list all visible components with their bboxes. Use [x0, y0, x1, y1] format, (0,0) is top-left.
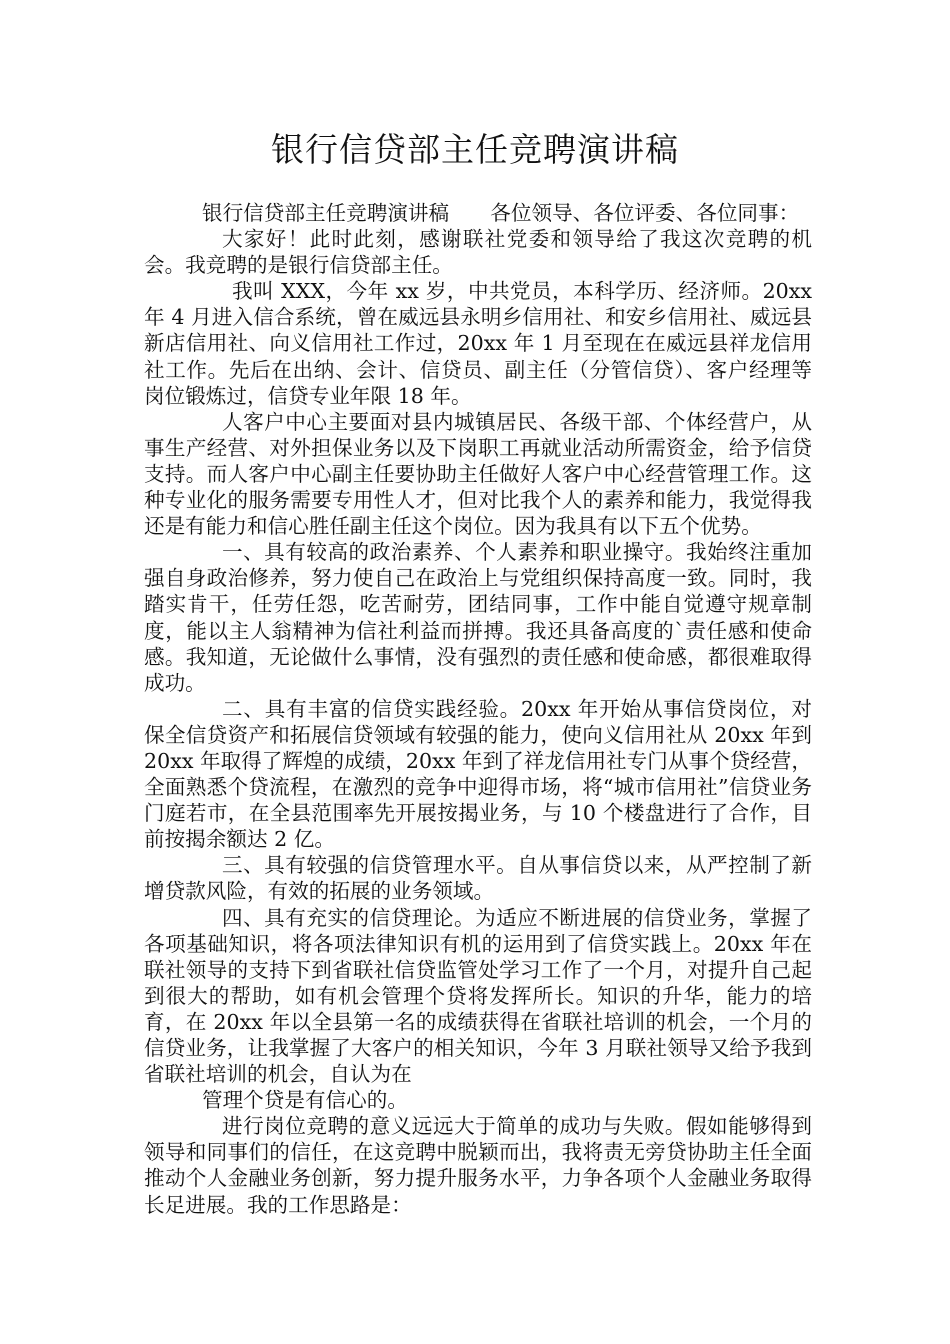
paragraph-advantage-4: 四、具有充实的信贷理论。为适应不断进展的信贷业务，掌握了各项基础知识，将各项法律知识有机的运用到了信贷实践上。20xx 年在联社领导的支持下到省联社信贷监管处学习工作了一个月，对提升自己起到很大的帮助，如有机会管理个贷将发挥所长。知识的升华，能力的培育，在 20xx 年以全县第一名的成绩获得在省联社培训的机会，一个月的信贷业务，让我掌握了大客户的相关知识，今年 3 月联社领导又给予我到省联社培训的机会，自认为在 — [144, 905, 812, 1087]
paragraph-self-introduction: 我叫 XXX，今年 xx 岁，中共党员，本科学历、经济师。20xx 年 4 月进入信合系统，曾在威远县永明乡信用社、和安乡信用社、威远县新店信用社、向义信用社工作过，20xx 年 1 月至现在在威远县祥龙信用社工作。先后在出纳、会计、信贷员、副主任（分管信贷）、客户经理等岗位锻炼过，信贷专业年限 18 年。 — [144, 279, 812, 408]
paragraph-opening: 银行信贷部主任竞聘演讲稿 各位领导、各位评委、各位同事： — [202, 201, 800, 225]
paragraph-work-plan: 进行岗位竞聘的意义远远大于简单的成功与失败。假如能够得到领导和同事们的信任，在这竞聘中脱颖而出，我将责无旁贷协助主任全面推动个人金融业务创新，努力提升服务水平，力争各项个人金融业务取得长足进展。我的工作思路是： — [144, 1114, 812, 1217]
paragraph-continuation: 管理个贷是有信心的。 — [202, 1088, 408, 1113]
paragraph-advantage-1: 一、具有较高的政治素养、个人素养和职业操守。我始终注重加强自身政治修养，努力使自己在政治上与党组织保持高度一致。同时，我踏实肯干，任劳任怨，吃苦耐劳，团结同事，工作中能自觉遵守规章制度，能以主人翁精神为信社利益而拼搏。我还具备高度的`责任感和使命感。我知道，无论做什么事情，没有强烈的责任感和使命感，都很难取得成功。 — [144, 540, 812, 695]
paragraph-customer-center: 人客户中心主要面对县内城镇居民、各级干部、个体经营户，从事生产经营、对外担保业务以及下岗职工再就业活动所需资金，给予信贷支持。而人客户中心副主任要协助主任做好人客户中心经营管理工作。这种专业化的服务需要专用性人才，但对比我个人的素养和能力，我觉得我还是有能力和信心胜任副主任这个岗位。因为我具有以下五个优势。 — [144, 409, 812, 539]
document-title: 银行信贷部主任竞聘演讲稿 — [271, 130, 679, 169]
paragraph-greeting: 大家好！此时此刻，感谢联社党委和领导给了我这次竞聘的机会。我竞聘的是银行信贷部主任。 — [144, 227, 812, 278]
paragraph-advantage-3: 三、具有较强的信贷管理水平。自从事信贷以来，从严控制了新增贷款风险，有效的拓展的业务领域。 — [144, 853, 812, 904]
document-body — [144, 200, 812, 1218]
paragraph-advantage-2: 二、具有丰富的信贷实践经验。20xx 年开始从事信贷岗位，对保全信贷资产和拓展信贷领域有较强的能力，使向义信用社从 20xx 年到 20xx 年取得了辉煌的成绩，20xx 年到了祥龙信用社专门从事个贷经营，全面熟悉个贷流程，在激烈的竞争中迎得市场，将“城市信用社”信贷业务门庭若市，在全县范围率先开展按揭业务，与 10 个楼盘进行了合作，目前按揭余额达 2 亿。 — [144, 696, 812, 852]
